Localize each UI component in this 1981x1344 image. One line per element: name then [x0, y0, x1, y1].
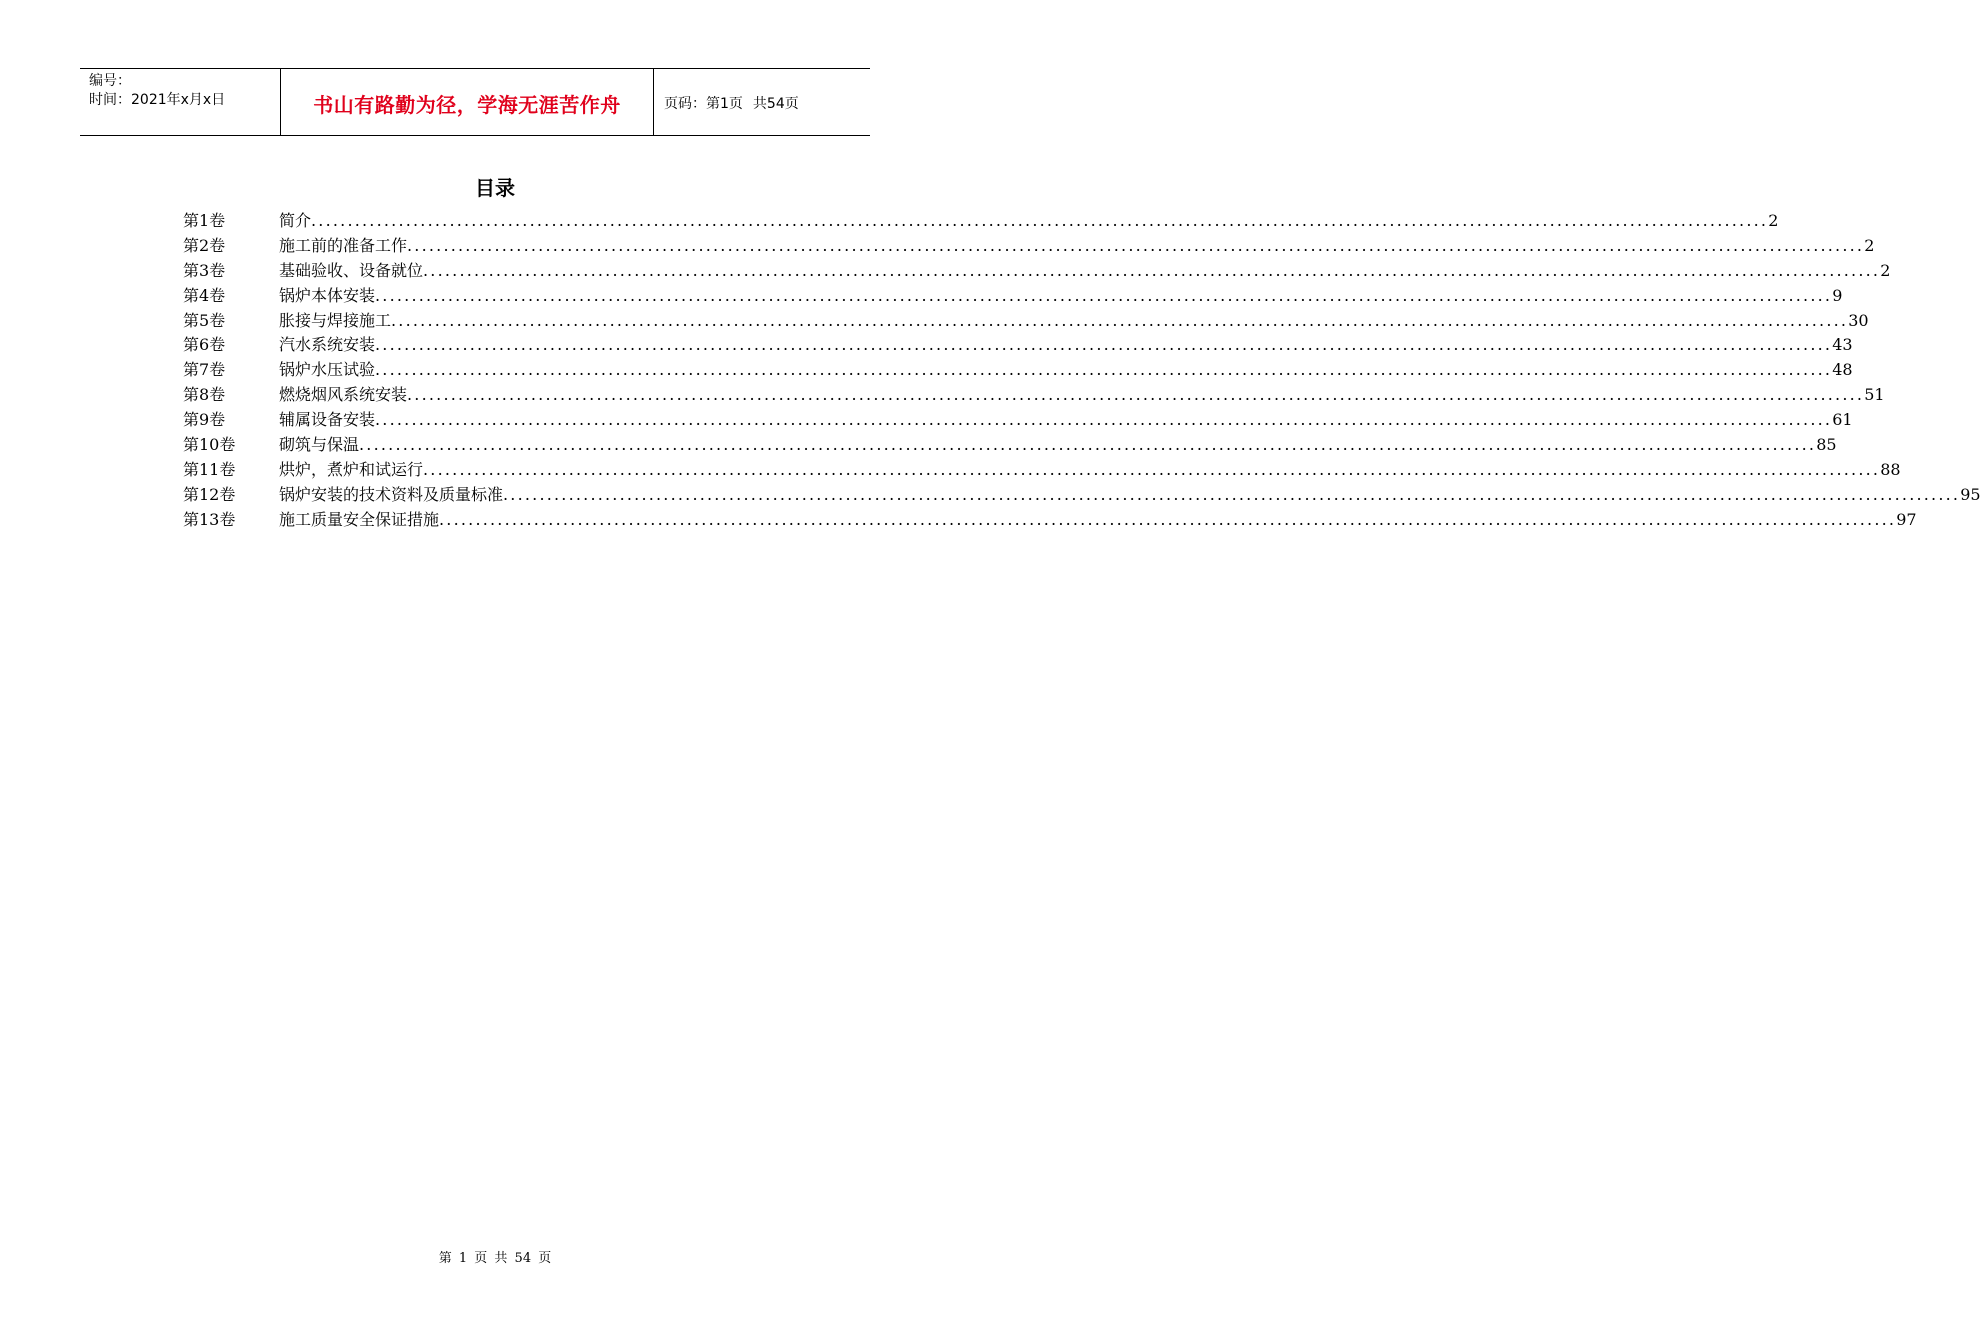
toc-volume: 第5卷	[183, 310, 226, 330]
toc-entry-title: 锅炉本体安装	[279, 285, 376, 305]
toc-entry[interactable]	[183, 458, 1901, 483]
toc-entry[interactable]	[183, 358, 1853, 383]
table-of-contents	[183, 209, 1981, 533]
toc-entry[interactable]	[183, 408, 1853, 433]
toc-page-number: 30	[1848, 310, 1869, 330]
toc-volume: 第6卷	[183, 335, 226, 355]
toc-dot-leader: ........................................................................................................................................................................................................	[375, 335, 1833, 355]
toc-entry[interactable]	[183, 309, 1869, 334]
toc-entry-title: 烘炉，煮炉和试运行	[279, 459, 424, 479]
toc-page-number: 2	[1880, 260, 1891, 280]
toc-page-number: 85	[1816, 435, 1837, 455]
toc-entry[interactable]	[183, 433, 1837, 458]
toc-entry-title: 基础验收、设备就位	[279, 260, 424, 280]
toc-volume: 第1卷	[183, 211, 226, 230]
toc-page-number: 48	[1832, 360, 1853, 380]
toc-volume: 第13卷	[183, 509, 236, 529]
page-header	[80, 68, 870, 136]
number-label: 编号：	[89, 73, 131, 89]
toc-dot-leader: ........................................................................................................................................................................................................	[407, 235, 1865, 255]
toc-dot-leader: ........................................................................................................................................................................................................	[423, 260, 1881, 280]
toc-dot-leader: ........................................................................................................................................................................................................	[311, 211, 1769, 230]
toc-dot-leader: ........................................................................................................................................................................................................	[375, 410, 1833, 430]
toc-page-number: 43	[1832, 335, 1853, 355]
toc-entry-title: 锅炉水压试验	[279, 360, 376, 380]
toc-page-number: 95	[1960, 484, 1981, 504]
header-meta	[80, 69, 281, 135]
toc-dot-leader: ........................................................................................................................................................................................................	[407, 385, 1865, 405]
toc-entry-title: 胀接与焊接施工	[279, 310, 392, 330]
toc-entry-title: 施工前的准备工作	[279, 235, 408, 255]
toc-page-number: 9	[1832, 285, 1843, 305]
toc-page-number: 61	[1832, 410, 1853, 430]
toc-entry[interactable]	[183, 209, 1779, 234]
toc-entry[interactable]	[183, 483, 1981, 508]
header-motto: 书山有路勤为径，学海无涯苦作舟	[281, 69, 654, 135]
toc-volume: 第9卷	[183, 410, 226, 430]
toc-page-number: 97	[1896, 509, 1917, 529]
toc-dot-leader: ........................................................................................................................................................................................................	[423, 459, 1881, 479]
toc-page-number: 2	[1768, 211, 1779, 230]
toc-volume: 第12卷	[183, 484, 236, 504]
toc-volume: 第4卷	[183, 285, 226, 305]
toc-page-number: 51	[1864, 385, 1885, 405]
toc-title: 目录	[475, 176, 515, 200]
toc-entry[interactable]	[183, 234, 1875, 259]
time-label: 时间：2021年x月x日	[89, 92, 226, 108]
toc-dot-leader: ........................................................................................................................................................................................................	[503, 484, 1961, 504]
toc-dot-leader: ........................................................................................................................................................................................................	[375, 360, 1833, 380]
toc-entry[interactable]	[183, 284, 1843, 309]
toc-page-number: 88	[1880, 459, 1901, 479]
toc-entry-title: 辅属设备安装	[279, 410, 376, 430]
header-page-total: 共54页	[752, 96, 799, 112]
toc-dot-leader: ........................................................................................................................................................................................................	[439, 509, 1897, 529]
toc-volume: 第7卷	[183, 360, 226, 380]
toc-entry[interactable]	[183, 333, 1853, 358]
header-page-info	[654, 69, 870, 135]
toc-volume: 第3卷	[183, 260, 226, 280]
toc-volume: 第2卷	[183, 235, 226, 255]
toc-entry-title: 汽水系统安装	[279, 335, 376, 355]
toc-volume: 第8卷	[183, 385, 226, 405]
toc-entry-title: 砌筑与保温	[279, 435, 360, 455]
toc-entry-title: 施工质量安全保证措施	[279, 509, 440, 529]
toc-dot-leader: ........................................................................................................................................................................................................	[375, 285, 1833, 305]
toc-volume: 第11卷	[183, 459, 236, 479]
toc-page-number: 2	[1864, 235, 1875, 255]
toc-entry[interactable]	[183, 508, 1917, 533]
toc-volume: 第10卷	[183, 435, 236, 455]
toc-dot-leader: ........................................................................................................................................................................................................	[391, 310, 1849, 330]
toc-entry-title: 燃烧烟风系统安装	[279, 385, 408, 405]
header-page-current: 页码：第1页	[664, 96, 743, 112]
toc-entry[interactable]	[183, 383, 1885, 408]
page-footer: 第 1 页 共 54 页	[438, 1251, 552, 1266]
toc-entry[interactable]	[183, 259, 1891, 284]
toc-entry-title: 简介	[279, 211, 312, 230]
toc-entry-title: 锅炉安装的技术资料及质量标准	[279, 484, 504, 504]
toc-dot-leader: ........................................................................................................................................................................................................	[359, 435, 1817, 455]
